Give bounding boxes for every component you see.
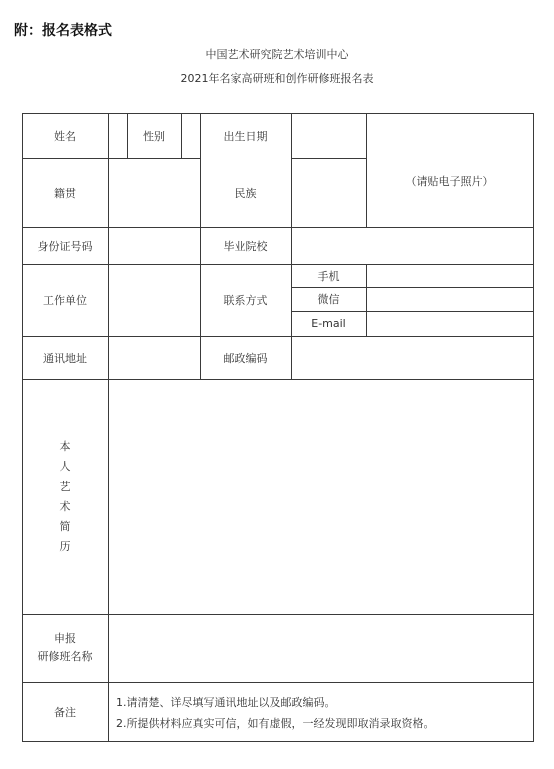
birth-date-field[interactable]: [292, 114, 366, 158]
photo-placeholder[interactable]: （请贴电子照片）: [405, 175, 494, 188]
contact-label: 联系方式: [223, 294, 268, 307]
work-unit-field[interactable]: [109, 265, 200, 336]
wechat-label: 微信: [317, 293, 340, 306]
email-field[interactable]: [367, 312, 533, 336]
remarks-note-1: 1.请清楚、详尽填写通讯地址以及邮政编码。: [116, 696, 336, 709]
remarks-note-2: 2.所提供材料应真实可信，如有虚假，一经发现即取消录取资格。: [116, 717, 435, 730]
gender-label: 性别: [143, 129, 165, 143]
bio-label: [22, 379, 108, 614]
ethnicity-label: 民族: [234, 186, 257, 200]
table-border-right: [533, 113, 534, 742]
bio-label-char: 本: [59, 439, 71, 453]
mobile-label: 手机: [317, 269, 340, 283]
name-field[interactable]: [109, 114, 127, 158]
bio-label-char: 艺: [59, 479, 71, 493]
native-place-label: 籍贯: [54, 186, 76, 200]
remarks-label: 备注: [54, 705, 76, 719]
email-label: E-mail: [311, 317, 346, 330]
postcode-field[interactable]: [292, 337, 533, 379]
bio-label-char: 历: [59, 539, 71, 553]
form-title: 2021年名家高研班和创作研修班报名表: [180, 72, 374, 85]
address-field[interactable]: [109, 337, 200, 379]
bio-label-char: 简: [59, 519, 71, 533]
page-heading: 附：报名表格式: [14, 23, 112, 39]
class-name-label-line2: 研修班名称: [37, 650, 93, 663]
work-unit-label: 工作单位: [43, 294, 87, 307]
id-number-field[interactable]: [109, 228, 200, 264]
class-name-label-line1: 申报: [54, 632, 76, 645]
class-name-field[interactable]: [109, 615, 533, 682]
school-field[interactable]: [292, 228, 533, 264]
bio-field[interactable]: [109, 380, 533, 614]
wechat-field[interactable]: [367, 288, 533, 311]
table-border-bottom: [22, 741, 534, 742]
ethnicity-field[interactable]: [292, 159, 366, 227]
name-label: 姓名: [54, 129, 76, 143]
bio-label-char: 术: [59, 499, 71, 513]
address-label: 通讯地址: [43, 351, 87, 365]
organization-name: 中国艺术研究院艺术培训中心: [205, 48, 349, 61]
birth-date-label: 出生日期: [223, 129, 268, 143]
mobile-field[interactable]: [367, 265, 533, 287]
id-number-label: 身份证号码: [37, 239, 93, 253]
school-label: 毕业院校: [223, 239, 268, 253]
gender-field[interactable]: [182, 114, 200, 158]
bio-label-char: 人: [59, 459, 71, 473]
postcode-label: 邮政编码: [223, 351, 268, 365]
class-name-label: [22, 614, 108, 682]
native-place-field[interactable]: [109, 159, 200, 227]
